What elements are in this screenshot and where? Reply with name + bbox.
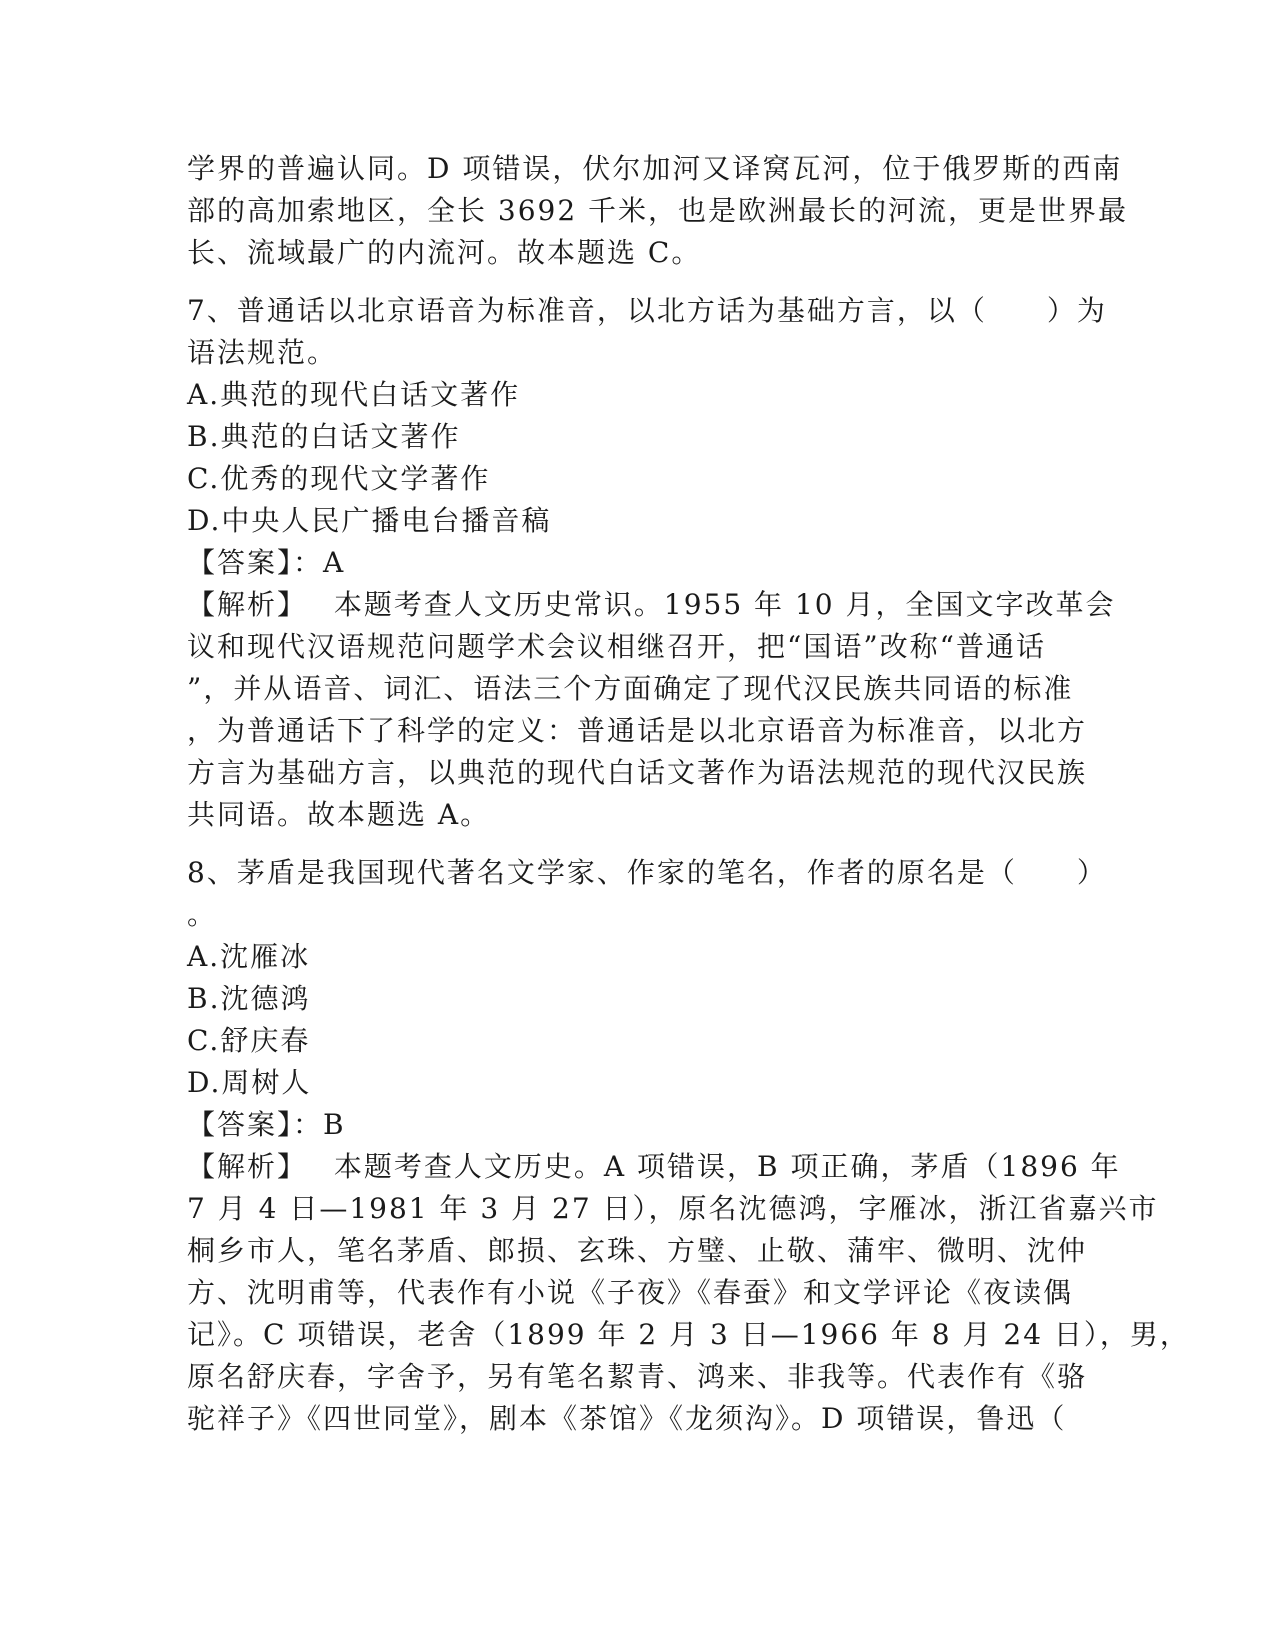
spacer xyxy=(187,836,1087,852)
analysis-line: 【解析】 本题考查人文历史常识。1955 年 10 月，全国文字改革会 xyxy=(187,588,1116,621)
question-text: 语法规范。 xyxy=(187,336,338,369)
spacer xyxy=(187,274,1087,290)
analysis-line: ，为普通话下了科学的定义：普通话是以北京语音为标准音，以北方 xyxy=(187,714,1088,747)
option-c: C.舒庆春 xyxy=(187,1024,311,1057)
document-body xyxy=(187,148,1190,1440)
option-c: C.优秀的现代文学著作 xyxy=(187,462,491,495)
analysis-line: 共同语。故本题选 A。 xyxy=(187,798,491,831)
analysis-line: 方、沈明甫等，代表作有小说《子夜》《春蚕》和文学评论《夜读偶 xyxy=(187,1276,1074,1309)
analysis-line: 桐乡市人，笔名茅盾、郎损、玄珠、方璧、止敬、蒲牢、微明、沈仲 xyxy=(187,1234,1088,1267)
answer-line: 【答案】：B xyxy=(187,1108,346,1141)
analysis-line: 议和现代汉语规范问题学术会议相继召开，把“国语”改称“普通话 xyxy=(187,630,1046,663)
question-text: 8、茅盾是我国现代著名文学家、作家的笔名，作者的原名是（ ） xyxy=(187,856,1107,889)
option-b: B.典范的白话文著作 xyxy=(187,420,461,453)
question-8 xyxy=(187,852,1190,1440)
analysis-line: 【解析】 本题考查人文历史。A 项错误，B 项正确，茅盾（1896 年 xyxy=(187,1150,1121,1183)
option-d: D.中央人民广播电台播音稿 xyxy=(187,504,552,537)
analysis-line: 驼祥子》《四世同堂》，剧本《茶馆》《龙须沟》。D 项错误，鲁迅（ xyxy=(187,1402,1067,1435)
option-d: D.周树人 xyxy=(187,1066,312,1099)
intro-line: 学界的普遍认同。D 项错误，伏尔加河又译窝瓦河，位于俄罗斯的西南 xyxy=(187,152,1123,185)
analysis-line: 7 月 4 日—1981 年 3 月 27 日），原名沈德鸿，字雁冰，浙江省嘉兴市 xyxy=(187,1192,1159,1225)
question-text: 。 xyxy=(187,898,218,931)
question-7 xyxy=(187,290,1116,836)
option-a: A.典范的现代白话文著作 xyxy=(187,378,521,411)
analysis-line: 记》。C 项错误，老舍（1899 年 2 月 3 日—1966 年 8 月 24 日），男， xyxy=(187,1318,1190,1351)
analysis-line: 原名舒庆春，字舍予，另有笔名絜青、鸿来、非我等。代表作有《骆 xyxy=(187,1360,1088,1393)
question-text: 7、普通话以北京语音为标准音，以北方话为基础方言，以（ ）为 xyxy=(187,294,1107,327)
intro-line: 长、流域最广的内流河。故本题选 C。 xyxy=(187,236,702,269)
intro-paragraph xyxy=(187,148,1129,274)
option-b: B.沈德鸿 xyxy=(187,982,311,1015)
option-a: A.沈雁冰 xyxy=(187,940,311,973)
analysis-line: ”，并从语音、词汇、语法三个方面确定了现代汉民族共同语的标准 xyxy=(187,672,1074,705)
answer-line: 【答案】：A xyxy=(187,546,346,579)
intro-line: 部的高加索地区，全长 3692 千米，也是欧洲最长的河流，更是世界最 xyxy=(187,194,1129,227)
analysis-line: 方言为基础方言，以典范的现代白话文著作为语法规范的现代汉民族 xyxy=(187,756,1088,789)
